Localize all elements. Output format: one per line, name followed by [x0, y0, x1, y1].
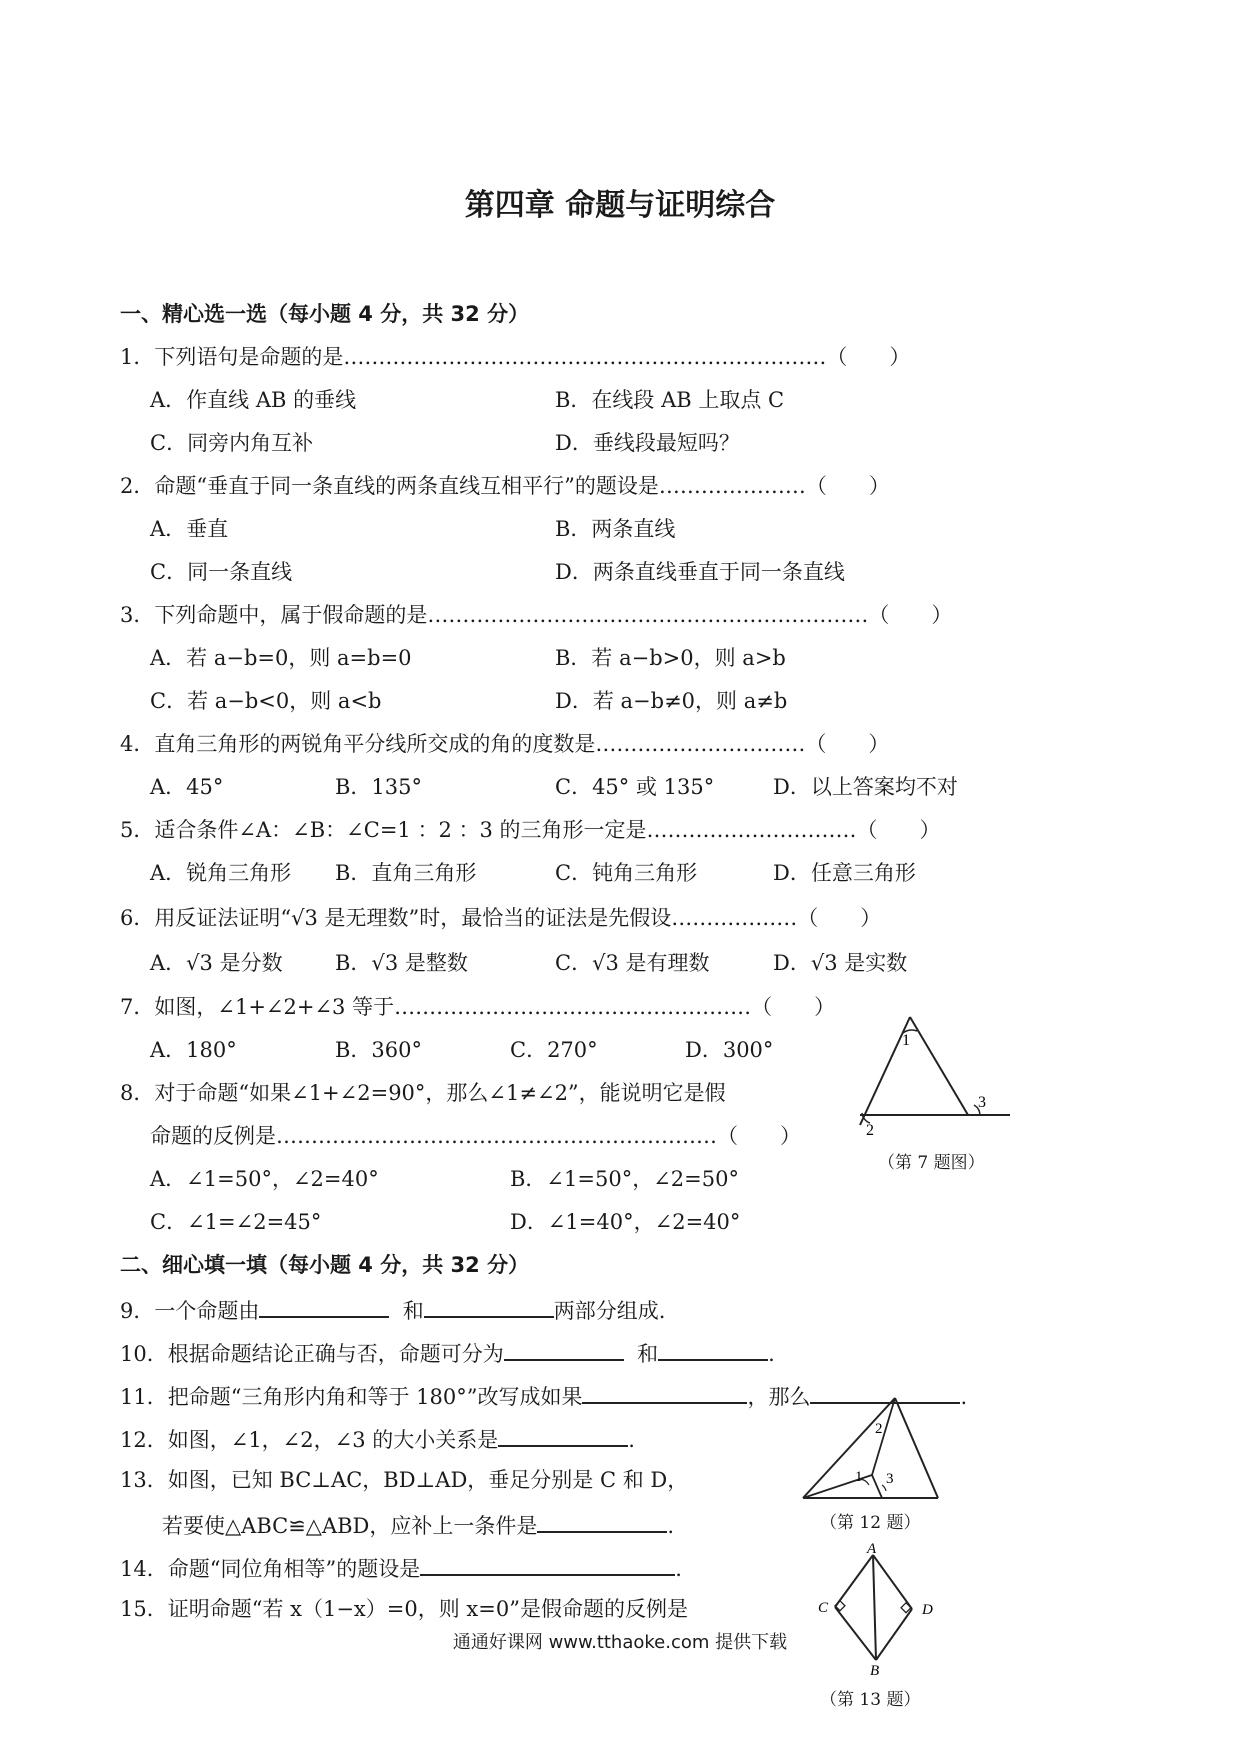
question-11-text-1: 11．把命题“三角形内角和等于 180°”改写成如果 [120, 1385, 583, 1409]
question-3-option-c: C．若 a−b<0，则 a<b [150, 689, 382, 713]
question-11-text-2: ，那么 [747, 1385, 811, 1409]
question-13-line1: 13．如图，已知 BC⊥AC，BD⊥AD，垂足分别是 C 和 D， [120, 1468, 689, 1492]
question-13-text-2: 若要使△ABC≌△ABD，应补上一条件是 [162, 1514, 538, 1538]
figure-q13-diagram [810, 1541, 940, 1679]
question-9-text-3: 两部分组成. [553, 1299, 666, 1323]
section-1-heading: 一、精心选一选（每小题 4 分，共 32 分） [120, 302, 530, 326]
question-4-option-a: A．45° [150, 775, 224, 799]
question-3-stem: 3．下列命题中，属于假命题的是………………………………………………………（ ） [120, 603, 953, 627]
question-14-text-2: . [675, 1557, 682, 1581]
question-1-option-b: B．在线段 AB 上取点 C [555, 388, 785, 412]
question-7-option-b: B．360° [335, 1038, 423, 1062]
figure-q12-label-2: 2 [875, 1421, 883, 1437]
question-6-option-c: C．√3 是有理数 [555, 951, 710, 975]
answer-blank-11a[interactable] [582, 1382, 747, 1404]
question-2-option-c: C．同一条直线 [150, 560, 293, 584]
question-8-option-a: A．∠1=50°，∠2=40° [150, 1167, 379, 1191]
question-3-option-a: A．若 a−b=0，则 a=b=0 [150, 646, 412, 670]
question-9 [120, 1296, 665, 1323]
answer-blank-9b[interactable] [424, 1296, 554, 1318]
question-1-option-c: C．同旁内角互补 [150, 431, 314, 455]
question-8-option-b: B．∠1=50°，∠2=50° [510, 1167, 739, 1191]
question-4-option-d: D．以上答案均不对 [773, 775, 958, 799]
question-1-option-a: A．作直线 AB 的垂线 [150, 388, 357, 412]
figure-q7-caption: （第 7 题图） [878, 1153, 985, 1173]
question-13-line2 [162, 1511, 674, 1538]
question-9-text-2: 和 [402, 1299, 424, 1323]
question-6-stem: 6．用反证法证明“√3 是无理数”时，最恰当的证法是先假设………………（ ） [120, 906, 882, 930]
question-8-option-d: D．∠1=40°，∠2=40° [510, 1210, 741, 1234]
question-11-text-3: . [960, 1385, 968, 1409]
question-3-option-b: B．若 a−b>0，则 a>b [555, 646, 786, 670]
question-8-option-c: C．∠1=∠2=45° [150, 1210, 322, 1234]
question-10 [120, 1339, 775, 1366]
question-7-option-a: A．180° [150, 1038, 237, 1062]
question-5-option-b: B．直角三角形 [335, 861, 477, 885]
question-10-text-2: 和 [637, 1342, 659, 1366]
figure-q13-label-a: A [867, 1541, 877, 1557]
section-2-heading: 二、细心填一填（每小题 4 分，共 32 分） [120, 1253, 530, 1277]
question-7-option-d: D．300° [685, 1038, 774, 1062]
answer-blank-10b[interactable] [658, 1339, 768, 1361]
question-8-stem-line2: 命题的反例是………………………………………………………（ ） [150, 1124, 801, 1148]
figure-q13-caption: （第 13 题） [820, 1690, 921, 1710]
question-2-option-a: A．垂直 [150, 517, 229, 541]
question-2-option-b: B．两条直线 [555, 517, 676, 541]
figure-q13-label-d: D [922, 1602, 933, 1618]
question-14 [120, 1554, 682, 1581]
question-3-option-d: D．若 a−b≠0，则 a≠b [555, 689, 788, 713]
answer-blank-9a[interactable] [259, 1296, 389, 1318]
question-4-option-c: C．45° 或 135° [555, 775, 715, 799]
question-5-option-d: D．任意三角形 [773, 861, 916, 885]
figure-q7-label-1: 1 [902, 1032, 910, 1049]
question-10-text-1: 10．根据命题结论正确与否，命题可分为 [120, 1342, 504, 1366]
question-6-option-b: B．√3 是整数 [335, 951, 468, 975]
figure-q12-caption: （第 12 题） [820, 1513, 921, 1533]
question-1-option-d: D．垂线段最短吗？ [555, 431, 740, 455]
footer-source: 通通好课网 www.tthaoke.com 提供下载 [452, 1632, 788, 1653]
question-4-stem: 4．直角三角形的两锐角平分线所交成的角的度数是…………………………（ ） [120, 732, 890, 756]
figure-q12-label-3: 3 [886, 1471, 894, 1487]
figure-q12-label-1: 1 [855, 1469, 863, 1485]
question-12-text-2: . [628, 1428, 635, 1452]
question-12 [120, 1425, 635, 1452]
question-4-option-b: B．135° [335, 775, 423, 799]
question-8-stem-line1: 8．对于命题“如果∠1+∠2=90°，那么∠1≠∠2”，能说明它是假 [120, 1081, 726, 1105]
page-title: 第四章 命题与证明综合 [464, 188, 776, 223]
question-6-option-d: D．√3 是实数 [773, 951, 908, 975]
question-5-option-a: A．锐角三角形 [150, 861, 292, 885]
answer-blank-10a[interactable] [504, 1339, 624, 1361]
figure-q7-label-3: 3 [978, 1094, 986, 1111]
figure-q7-label-2: 2 [866, 1122, 874, 1139]
answer-blank-12[interactable] [498, 1425, 628, 1447]
figure-q13-label-b: B [870, 1663, 880, 1679]
question-6-option-a: A．√3 是分数 [150, 951, 283, 975]
question-12-text-1: 12．如图，∠1，∠2，∠3 的大小关系是 [120, 1428, 499, 1452]
question-5-stem: 5．适合条件∠A：∠B：∠C=1 ：2 ：3 的三角形一定是…………………………（ ） [120, 818, 941, 842]
question-14-text-1: 14．命题“同位角相等”的题设是 [120, 1557, 421, 1581]
answer-blank-14[interactable] [420, 1554, 675, 1576]
figure-q7-diagram [840, 1015, 1020, 1139]
question-7-stem: 7．如图，∠1+∠2+∠3 等于……………………………………………（ ） [120, 995, 836, 1019]
answer-blank-13[interactable] [537, 1511, 667, 1533]
question-2-stem: 2．命题“垂直于同一条直线的两条直线互相平行”的题设是…………………（ ） [120, 474, 890, 498]
question-5-option-c: C．钝角三角形 [555, 861, 698, 885]
question-7-option-c: C．270° [510, 1038, 598, 1062]
question-9-text-1: 9．一个命题由 [120, 1299, 260, 1323]
figure-q12-diagram [800, 1395, 950, 1500]
question-10-text-3: . [768, 1342, 775, 1366]
question-1-stem: 1．下列语句是命题的是……………………………………………………………（ ） [120, 345, 911, 369]
question-13-text-3: . [667, 1514, 675, 1538]
question-15: 15．证明命题“若 x（1−x）=0，则 x=0”是假命题的反例是 [120, 1597, 688, 1621]
figure-q13-label-c: C [818, 1600, 829, 1616]
question-2-option-d: D．两条直线垂直于同一条直线 [555, 560, 845, 584]
